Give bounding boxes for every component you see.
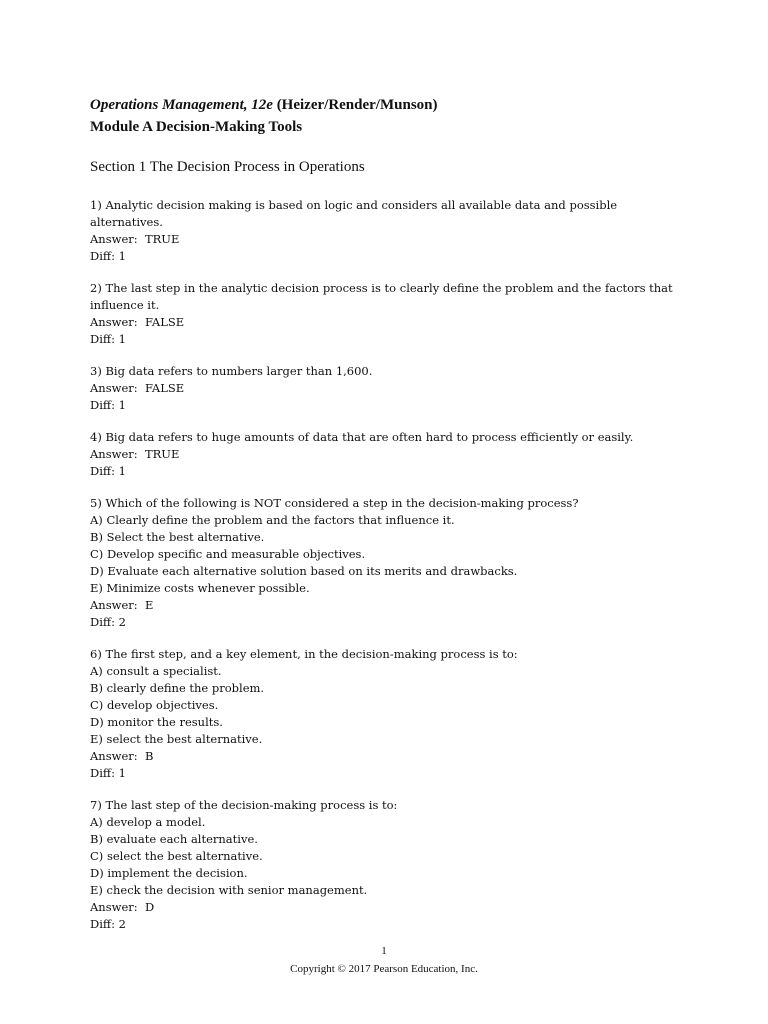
question-line: Diff: 1: [90, 332, 126, 346]
copyright-notice: Copyright © 2017 Pearson Education, Inc.: [290, 963, 478, 975]
question-line: B) clearly define the problem.: [90, 681, 265, 695]
book-title-line: [90, 94, 690, 116]
question-line: Answer: B: [90, 749, 154, 763]
question-line: C) Develop specific and measurable objectives.: [90, 547, 366, 561]
document-page: [90, 94, 690, 933]
question-line: E) select the best alternative.: [90, 732, 263, 746]
question-line: D) Evaluate each alternative solution based on its merits and drawbacks.: [90, 564, 518, 578]
book-authors: (Heizer/Render/Munson): [272, 97, 438, 113]
section-title: Section 1 The Decision Process in Operations: [90, 159, 365, 175]
question-line: Diff: 1: [90, 249, 126, 263]
question-line: B) Select the best alternative.: [90, 530, 265, 544]
question-line: A) consult a specialist.: [90, 664, 222, 678]
question-line: Answer: FALSE: [90, 315, 185, 329]
question-line: A) Clearly define the problem and the factors that influence it.: [90, 513, 455, 527]
question-line: Diff: 2: [90, 615, 126, 629]
question-line: E) check the decision with senior management.: [90, 883, 368, 897]
question-list: [90, 197, 690, 933]
book-title: Operations Management, 12e: [90, 97, 273, 113]
question-line: Diff: 1: [90, 464, 126, 478]
module-title: Module A Decision-Making Tools: [90, 119, 303, 135]
page-number: 1: [381, 945, 387, 957]
question-line: A) develop a model.: [90, 815, 206, 829]
question-line: 2) The last step in the analytic decision process is to clearly define the problem and the factors that: [90, 281, 673, 295]
question-line: Answer: TRUE: [90, 447, 180, 461]
question-block: [90, 280, 690, 348]
question-line: E) Minimize costs whenever possible.: [90, 581, 310, 595]
question-line: Diff: 1: [90, 766, 126, 780]
question-block: [90, 429, 690, 480]
question-line: 7) The last step of the decision-making process is to:: [90, 798, 398, 812]
question-line: Diff: 1: [90, 398, 126, 412]
question-line: D) implement the decision.: [90, 866, 248, 880]
question-line: 3) Big data refers to numbers larger than 1,600.: [90, 364, 373, 378]
question-line: 6) The first step, and a key element, in the decision-making process is to:: [90, 647, 518, 661]
question-line: C) select the best alternative.: [90, 849, 263, 863]
question-line: 4) Big data refers to huge amounts of data that are often hard to process efficiently or easily.: [90, 430, 634, 444]
question-line: Answer: E: [90, 598, 154, 612]
question-block: [90, 797, 690, 933]
question-line: Answer: FALSE: [90, 381, 185, 395]
question-block: [90, 197, 690, 265]
question-line: 1) Analytic decision making is based on logic and considers all available data and possible alternatives.: [90, 198, 621, 229]
question-line: D) monitor the results.: [90, 715, 223, 729]
question-line: C) develop objectives.: [90, 698, 219, 712]
question-block: [90, 495, 690, 631]
question-line: Answer: TRUE: [90, 232, 180, 246]
question-block: [90, 646, 690, 782]
question-block: [90, 363, 690, 414]
question-line: Diff: 2: [90, 917, 126, 931]
question-line: B) evaluate each alternative.: [90, 832, 258, 846]
question-line: influence it.: [90, 298, 160, 312]
question-line: 5) Which of the following is NOT considered a step in the decision-making process?: [90, 496, 579, 510]
question-line: Answer: D: [90, 900, 155, 914]
